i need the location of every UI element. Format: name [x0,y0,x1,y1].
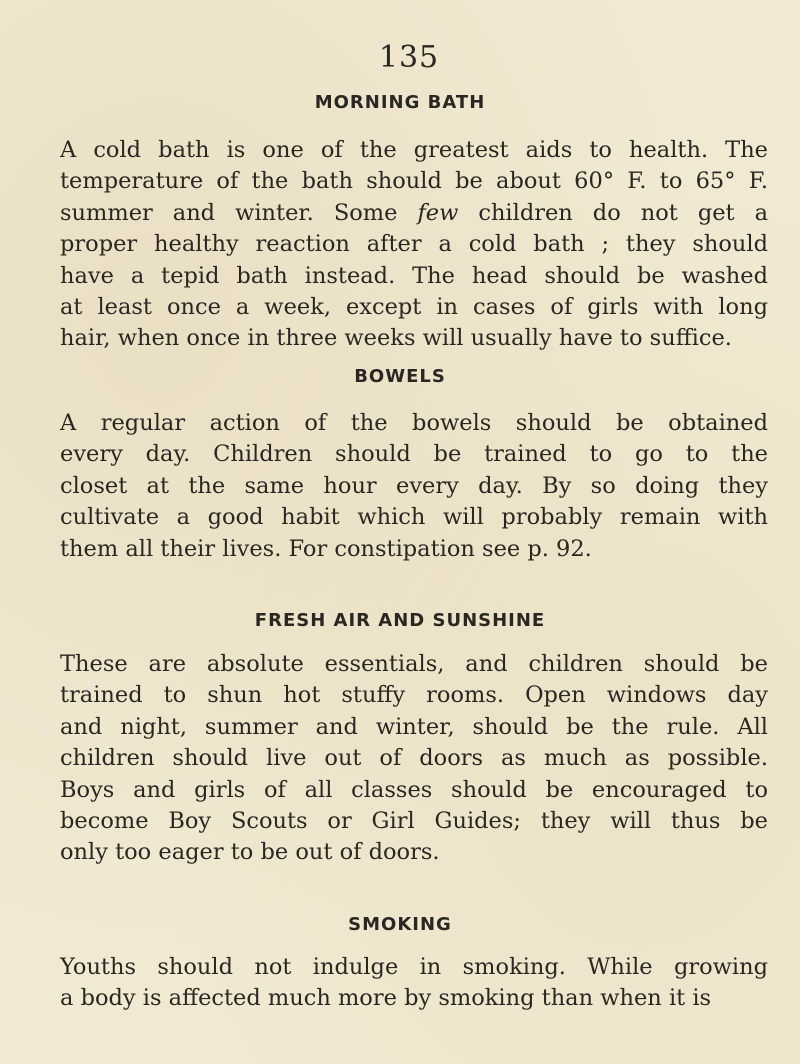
text-line: closet at the same hour every day. By so doing they [60,472,768,499]
text-line: A cold bath is one of the greatest aids to health. The [60,137,768,163]
text-line: temperature of the bath should be about 60° F. to 65° F. [60,168,768,195]
text-line: a body is affected much more by smoking than when it is [60,985,712,1012]
section-heading-morning-bath: MORNING BATH [314,92,486,113]
text-line: summer and winter. Some few children do not get a [60,199,768,226]
section-body-fresh-air [60,649,768,869]
text-line: hair, when once in three weeks will usually have to suffice. [60,325,732,352]
text-line: A regular action of the bowels should be obtained [60,410,768,436]
text-line: children should live out of doors as much as possible. [60,745,768,772]
section-heading-bowels: BOWELS [354,366,446,387]
text-line: trained to shun hot stuffy rooms. Open windows day [60,682,768,709]
text-line: and night, summer and winter, should be the rule. All [60,713,768,740]
text-line: at least once a week, except in cases of girls with long [60,294,768,321]
section-heading-smoking: SMOKING [348,914,452,935]
section-body-bowels [60,408,768,565]
text-line: them all their lives. For constipation see p. 92. [60,535,592,562]
text-line: proper healthy reaction after a cold bath ; they should [60,231,768,258]
italic-word: few [417,199,459,226]
text-line: Youths should not indulge in smoking. While growing [60,954,768,980]
section-heading-fresh-air: FRESH AIR AND SUNSHINE [254,610,546,631]
text-line: become Boy Scouts or Girl Guides; they will thus be [60,808,768,835]
text-line: only too eager to be out of doors. [60,839,440,866]
page-number: 135 [378,40,440,75]
text-line: every day. Children should be trained to go to the [60,441,768,468]
text-line: cultivate a good habit which will probably remain with [60,504,768,531]
text-line: Boys and girls of all classes should be encouraged to [60,776,768,803]
text-line: have a tepid bath instead. The head should be washed [60,262,768,289]
text-line: These are absolute essentials, and children should be [60,651,768,677]
section-body-smoking [60,952,768,1015]
section-body-morning-bath [60,135,768,355]
